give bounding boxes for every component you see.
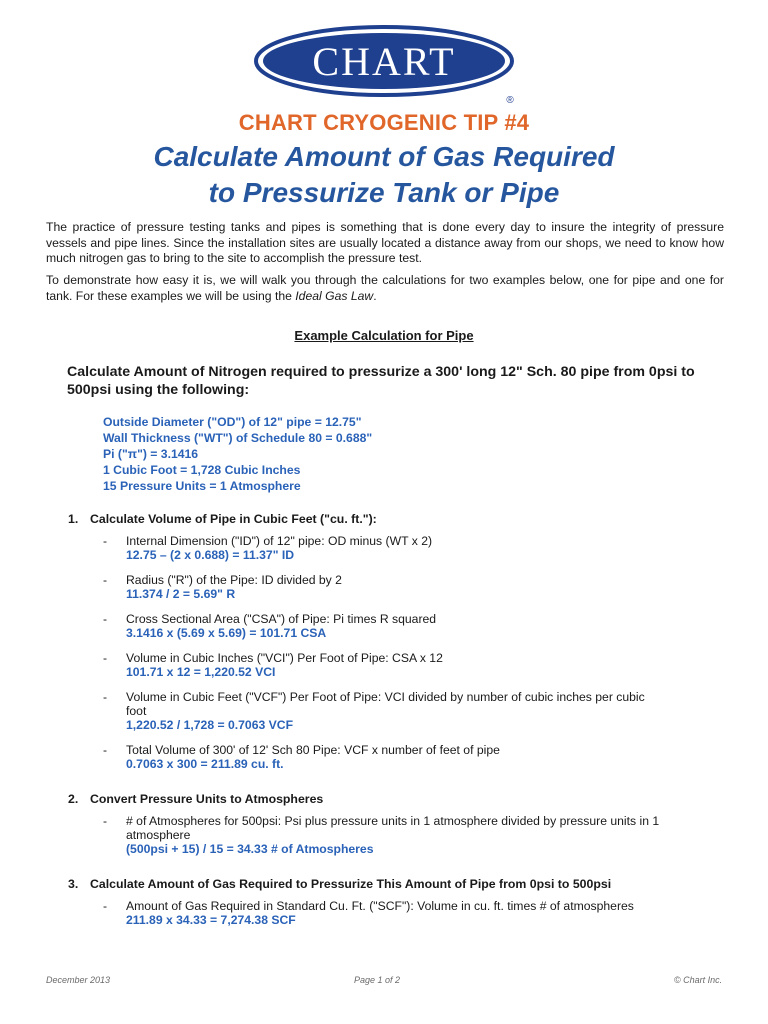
registered-mark: ® — [506, 95, 514, 105]
footer-date: December 2013 — [46, 975, 111, 985]
main-title-line-2: to Pressurize Tank or Pipe — [208, 177, 560, 208]
section-title: Example Calculation for Pipe — [294, 328, 474, 343]
constant-cubic-foot: 1 Cubic Foot = 1,728 Cubic Inches — [103, 463, 301, 477]
list-item: - Total Volume of 300' of 12' Sch 80 Pipe: VCF x number of feet of pipe 0.7063 x 300 = 211.89 cu. ft. — [103, 743, 500, 771]
step-1-heading: 1. Calculate Volume of Pipe in Cubic Feet ("cu. ft."): — [68, 512, 377, 526]
problem-statement: Calculate Amount of Nitrogen required to pressurize a 300' long 12" Sch. 80 pipe from 0psi to 500psi using the following: — [67, 364, 695, 398]
footer-page-number: Page 1 of 2 — [354, 975, 401, 985]
main-title-line-1: Calculate Amount of Gas Required — [153, 141, 615, 172]
constant-od: Outside Diameter ("OD") of 12" pipe = 12.75" — [103, 415, 362, 429]
list-item: - Amount of Gas Required in Standard Cu. Ft. ("SCF"): Volume in cu. ft. times # of atmospheres 211.89 x 34.33 = 7,274.38 SCF — [103, 899, 634, 927]
list-item: - # of Atmospheres for 500psi: Psi plus pressure units in 1 atmosphere divided by pressure units in 1 atmosphere (500psi + 15) / 15 = 34.33 # of Atmospheres — [103, 814, 660, 856]
logo-text: CHART — [312, 39, 456, 84]
tip-title: CHART CRYOGENIC TIP #4 — [238, 110, 530, 135]
constants-list — [103, 414, 372, 494]
intro-paragraph-1: The practice of pressure testing tanks and pipes is something that is done every day to insure the integrity of pressure vessels and pipe lines. Since the installation sites are usually located a distance away from our shops, we need to know how much nitrogen gas to bring to the site to accomplish the pressure test. — [46, 220, 724, 265]
constant-atmosphere: 15 Pressure Units = 1 Atmosphere — [103, 479, 301, 493]
step-3-heading: 3. Calculate Amount of Gas Required to Pressurize This Amount of Pipe from 0psi to 500psi — [68, 877, 612, 891]
list-item: - Internal Dimension ("ID") of 12" pipe: OD minus (WT x 2) 12.75 – (2 x 0.688) = 11.37" ID — [103, 534, 433, 562]
list-item: - Volume in Cubic Inches ("VCI") Per Foot of Pipe: CSA x 12 101.71 x 12 = 1,220.52 VCI — [103, 651, 443, 679]
step-2-heading: 2. Convert Pressure Units to Atmospheres — [68, 792, 324, 806]
list-item: - Radius ("R") of the Pipe: ID divided by 2 11.374 / 2 = 5.69" R — [103, 573, 342, 601]
chart-logo — [254, 25, 520, 105]
intro-paragraph-2: To demonstrate how easy it is, we will walk you through the calculations for two examples below, one for pipe and one for tank. For these examples we will be using the Ideal Gas Law. — [46, 273, 724, 303]
list-item: - Cross Sectional Area ("CSA") of Pipe: Pi times R squared 3.1416 x (5.69 x 5.69) = 101.71 CSA — [103, 612, 437, 640]
constant-wt: Wall Thickness ("WT") of Schedule 80 = 0.688" — [103, 431, 373, 445]
ideal-gas-law: Ideal Gas Law — [295, 288, 374, 303]
constant-pi: Pi ("π") = 3.1416 — [103, 447, 199, 461]
list-item: - Volume in Cubic Feet ("VCF") Per Foot of Pipe: VCI divided by number of cubic inches per cubic foot 1,220.52 / 1,728 = 0.7063 VCF — [103, 690, 645, 732]
footer-copyright: © Chart Inc. — [674, 975, 723, 985]
